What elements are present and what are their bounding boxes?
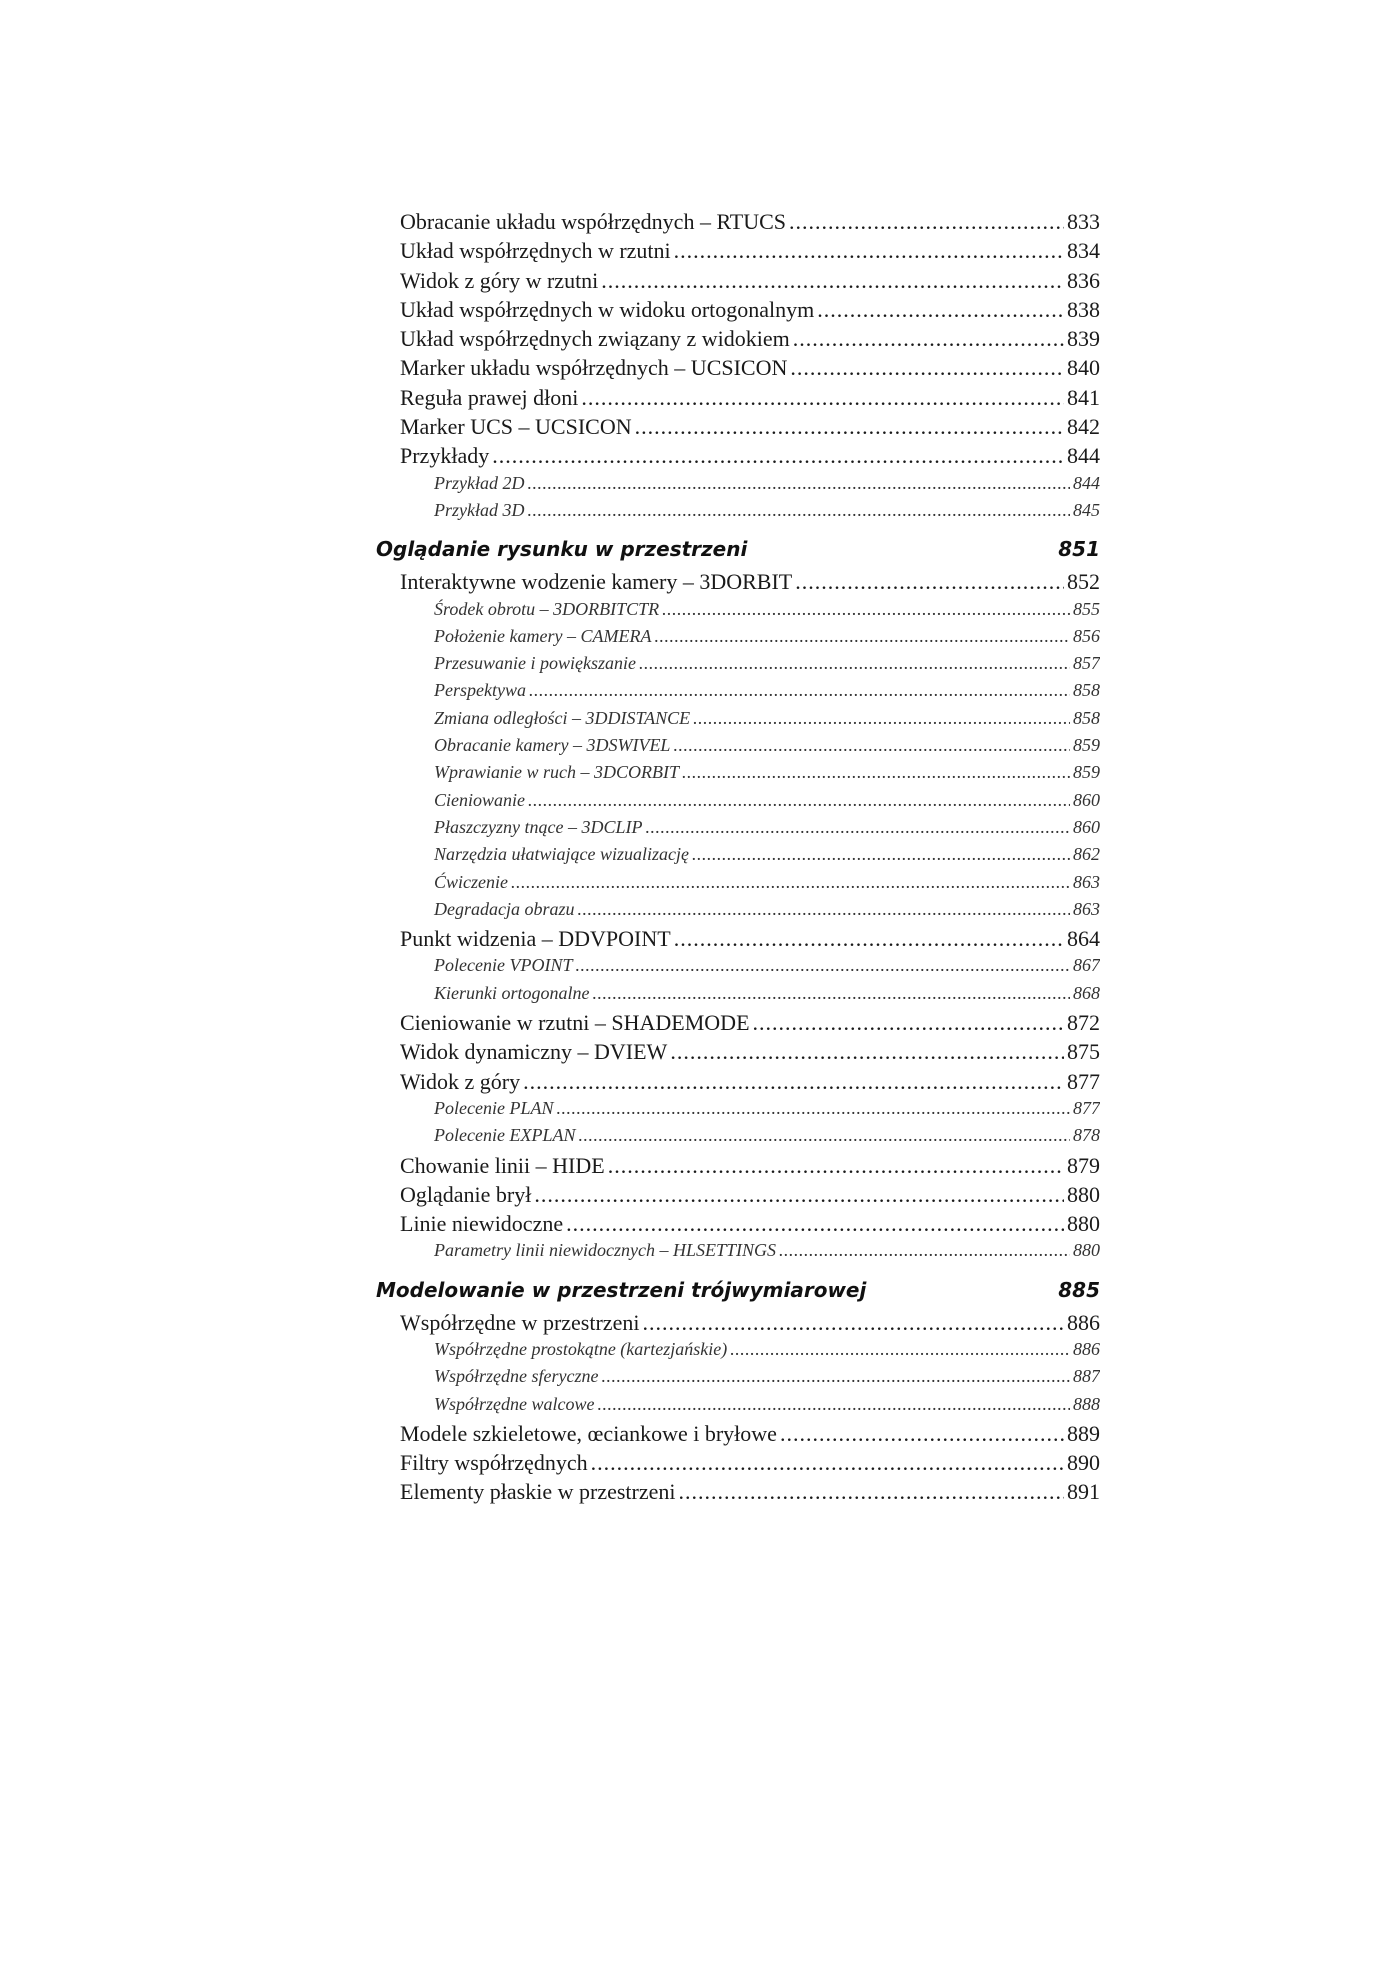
toc-section-entry: [376, 1450, 1100, 1479]
entry-title: Cieniowanie: [434, 789, 525, 810]
dot-leader: [578, 899, 1071, 920]
entry-page-number: 852: [1067, 569, 1100, 595]
toc-chapter-heading: [376, 1278, 1100, 1308]
toc-section-entry: [376, 385, 1100, 414]
entry-title: Reguła prawej dłoni: [400, 384, 579, 410]
dot-leader: [492, 443, 1064, 469]
dot-leader: [593, 983, 1071, 1004]
entry-title: Współrzędne walcowe: [434, 1393, 595, 1414]
entry-title: Wprawianie w ruch – 3DCORBIT: [434, 762, 679, 783]
toc-subsection-entry: [376, 1339, 1100, 1366]
entry-title: Narzędzia ułatwiające wizualizację: [434, 844, 689, 865]
dot-leader: [793, 326, 1064, 352]
toc-section-entry: [376, 569, 1100, 598]
entry-page-number: 864: [1067, 926, 1100, 952]
entry-title: Obracanie kamery – 3DSWIVEL: [434, 735, 671, 756]
toc-subsection-entry: [376, 1098, 1100, 1125]
entry-page-number: 886: [1067, 1309, 1100, 1335]
entry-title: Przesuwanie i powiększanie: [434, 653, 636, 674]
toc-section-entry: [376, 355, 1100, 384]
entry-page-number: 844: [1073, 472, 1100, 493]
dot-leader: [527, 473, 1070, 494]
entry-title: Widok dynamiczny – DVIEW: [400, 1039, 668, 1065]
entry-page-number: 859: [1073, 735, 1100, 756]
entry-title: Linie niewidoczne: [400, 1211, 564, 1237]
toc-subsection-entry: [376, 872, 1100, 899]
toc-subsection-entry: [376, 1366, 1100, 1393]
toc-section-entry: [376, 209, 1100, 238]
toc-subsection-entry: [376, 680, 1100, 707]
entry-page-number: 856: [1073, 625, 1100, 646]
toc-section-entry: [376, 297, 1100, 326]
toc-subsection-entry: [376, 983, 1100, 1010]
entry-title: Przykłady: [400, 443, 490, 469]
entry-title: Układ współrzędnych w widoku ortogonalnym: [400, 296, 815, 322]
entry-page-number: 855: [1073, 598, 1100, 619]
entry-page-number: 842: [1067, 414, 1100, 440]
entry-title: Współrzędne prostokątne (kartezjańskie): [434, 1338, 728, 1359]
entry-page-number: 878: [1073, 1125, 1100, 1146]
entry-title: Współrzędne sferyczne: [434, 1366, 599, 1387]
toc-section-entry: [376, 1039, 1100, 1068]
entry-title: Przykład 3D: [434, 499, 525, 520]
entry-title: Obracanie układu współrzędnych – RTUCS: [400, 209, 787, 234]
entry-page-number: 867: [1073, 955, 1100, 976]
entry-page-number: 860: [1073, 816, 1100, 837]
toc-subsection-entry: [376, 1125, 1100, 1152]
dot-leader: [581, 385, 1064, 411]
entry-title: Marker układu współrzędnych – UCSICON: [400, 355, 788, 381]
entry-title: Interaktywne wodzenie kamery – 3DORBIT: [400, 569, 793, 595]
entry-page-number: 877: [1073, 1097, 1100, 1118]
entry-title: Widok z góry: [400, 1068, 521, 1094]
chapter-page-number: 851: [1058, 537, 1100, 562]
entry-title: Ćwiczenie: [434, 871, 508, 892]
toc-chapter-heading: [376, 537, 1100, 567]
dot-leader: [639, 653, 1070, 674]
dot-leader: [578, 1125, 1070, 1146]
toc-subsection-entry: [376, 1240, 1100, 1267]
entry-page-number: 858: [1073, 680, 1100, 701]
entry-page-number: 857: [1073, 653, 1100, 674]
dot-leader: [795, 569, 1064, 595]
entry-title: Położenie kamery – CAMERA: [434, 625, 652, 646]
entry-page-number: 862: [1073, 844, 1100, 865]
dot-leader: [682, 762, 1070, 783]
chapter-title: Oglądanie rysunku w przestrzeni: [376, 537, 748, 562]
dot-leader: [511, 872, 1070, 893]
entry-page-number: 834: [1067, 238, 1100, 264]
toc-section-entry: [376, 1010, 1100, 1039]
entry-page-number: 880: [1067, 1181, 1100, 1207]
entry-page-number: 833: [1067, 209, 1100, 234]
dot-leader: [528, 790, 1070, 811]
toc-subsection-entry: [376, 1394, 1100, 1421]
entry-title: Polecenie EXPLAN: [434, 1125, 576, 1146]
dot-leader: [654, 626, 1070, 647]
dot-leader: [673, 735, 1070, 756]
entry-title: Układ współrzędnych w rzutni: [400, 238, 671, 264]
entry-page-number: 886: [1073, 1338, 1100, 1359]
entry-page-number: 836: [1067, 267, 1100, 293]
entry-title: Środek obrotu – 3DORBITCTR: [434, 598, 660, 619]
entry-page-number: 863: [1073, 898, 1100, 919]
toc-section-entry: [376, 1211, 1100, 1240]
dot-leader: [601, 1366, 1070, 1387]
dot-leader: [674, 238, 1064, 264]
dot-leader: [730, 1339, 1070, 1360]
entry-page-number: 860: [1073, 789, 1100, 810]
entry-page-number: 890: [1067, 1450, 1100, 1476]
dot-leader: [527, 500, 1070, 521]
toc-subsection-entry: [376, 790, 1100, 817]
entry-page-number: 891: [1067, 1479, 1100, 1505]
dot-leader: [645, 817, 1070, 838]
toc-section-entry: [376, 1069, 1100, 1098]
toc-subsection-entry: [376, 899, 1100, 926]
entry-title: Przykład 2D: [434, 472, 525, 493]
toc-subsection-entry: [376, 735, 1100, 762]
toc-section-entry: [376, 1153, 1100, 1182]
toc-section-entry: [376, 268, 1100, 297]
toc-section-entry: [376, 238, 1100, 267]
dot-leader: [780, 1421, 1064, 1447]
dot-leader: [591, 1450, 1064, 1476]
entry-title: Płaszczyzny tnące – 3DCLIP: [434, 816, 643, 837]
dot-leader: [753, 1010, 1064, 1036]
entry-page-number: 887: [1073, 1366, 1100, 1387]
dot-leader: [523, 1069, 1064, 1095]
entry-page-number: 879: [1067, 1152, 1100, 1178]
dot-leader: [608, 1153, 1064, 1179]
entry-title: Chowanie linii – HIDE: [400, 1152, 605, 1178]
dot-leader: [670, 1039, 1064, 1065]
entry-title: Elementy płaskie w przestrzeni: [400, 1479, 676, 1505]
toc-section-entry: [376, 414, 1100, 443]
entry-title: Zmiana odległości – 3DDISTANCE: [434, 707, 691, 728]
dot-leader: [679, 1479, 1064, 1505]
entry-title: Parametry linii niewidocznych – HLSETTINGS: [434, 1240, 776, 1261]
dot-leader: [556, 1098, 1070, 1119]
dot-leader: [635, 414, 1064, 440]
toc-section-entry: [376, 443, 1100, 472]
entry-title: Degradacja obrazu: [434, 898, 575, 919]
toc-subsection-entry: [376, 817, 1100, 844]
entry-page-number: 841: [1067, 384, 1100, 410]
entry-page-number: 880: [1067, 1211, 1100, 1237]
entry-page-number: 858: [1073, 707, 1100, 728]
toc-section-entry: [376, 1182, 1100, 1211]
entry-title: Perspektywa: [434, 680, 526, 701]
entry-page-number: 872: [1067, 1010, 1100, 1036]
entry-title: Układ współrzędnych związany z widokiem: [400, 326, 790, 352]
dot-leader: [601, 268, 1064, 294]
dot-leader: [529, 680, 1070, 701]
entry-title: Współrzędne w przestrzeni: [400, 1309, 640, 1335]
entry-title: Widok z góry w rzutni: [400, 267, 599, 293]
entry-title: Polecenie PLAN: [434, 1097, 554, 1118]
chapter-page-number: 885: [1058, 1277, 1100, 1302]
dot-leader: [674, 926, 1064, 952]
entry-title: Kierunki ortogonalne: [434, 982, 590, 1003]
toc-subsection-entry: [376, 844, 1100, 871]
toc-subsection-entry: [376, 500, 1100, 527]
toc-subsection-entry: [376, 599, 1100, 626]
toc-section-entry: [376, 1421, 1100, 1450]
dot-leader: [597, 1394, 1070, 1415]
entry-page-number: 859: [1073, 762, 1100, 783]
entry-page-number: 868: [1073, 982, 1100, 1003]
dot-leader: [817, 297, 1064, 323]
dot-leader: [790, 355, 1064, 381]
toc-section-entry: [376, 326, 1100, 355]
entry-page-number: 839: [1067, 326, 1100, 352]
toc-section-entry: [376, 1310, 1100, 1339]
entry-title: Modele szkieletowe, œciankowe i bryłowe: [400, 1420, 777, 1446]
entry-page-number: 875: [1067, 1039, 1100, 1065]
entry-page-number: 889: [1067, 1420, 1100, 1446]
entry-page-number: 840: [1067, 355, 1100, 381]
toc-subsection-entry: [376, 955, 1100, 982]
entry-title: Oglądanie brył: [400, 1181, 532, 1207]
toc-subsection-entry: [376, 473, 1100, 500]
entry-title: Punkt widzenia – DDVPOINT: [400, 926, 671, 952]
entry-page-number: 838: [1067, 296, 1100, 322]
entry-page-number: 844: [1067, 443, 1100, 469]
toc-section-entry: [376, 1479, 1100, 1508]
toc-section-entry: [376, 926, 1100, 955]
entry-title: Cieniowanie w rzutni – SHADEMODE: [400, 1010, 750, 1036]
entry-page-number: 880: [1073, 1240, 1100, 1261]
entry-page-number: 877: [1067, 1068, 1100, 1094]
toc-subsection-entry: [376, 762, 1100, 789]
toc-subsection-entry: [376, 626, 1100, 653]
dot-leader: [642, 1310, 1064, 1336]
toc-subsection-entry: [376, 653, 1100, 680]
dot-leader: [693, 708, 1070, 729]
entry-page-number: 888: [1073, 1393, 1100, 1414]
entry-page-number: 863: [1073, 871, 1100, 892]
toc-subsection-entry: [376, 708, 1100, 735]
table-of-contents: [376, 209, 1100, 1509]
dot-leader: [789, 209, 1064, 235]
dot-leader: [534, 1182, 1064, 1208]
dot-leader: [662, 599, 1070, 620]
dot-leader: [566, 1211, 1064, 1237]
entry-title: Polecenie VPOINT: [434, 955, 573, 976]
dot-leader: [692, 844, 1070, 865]
entry-page-number: 845: [1073, 499, 1100, 520]
dot-leader: [575, 955, 1070, 976]
entry-title: Marker UCS – UCSICON: [400, 414, 632, 440]
dot-leader: [779, 1240, 1070, 1261]
entry-title: Filtry współrzędnych: [400, 1450, 588, 1476]
chapter-title: Modelowanie w przestrzeni trójwymiarowej: [376, 1277, 867, 1302]
